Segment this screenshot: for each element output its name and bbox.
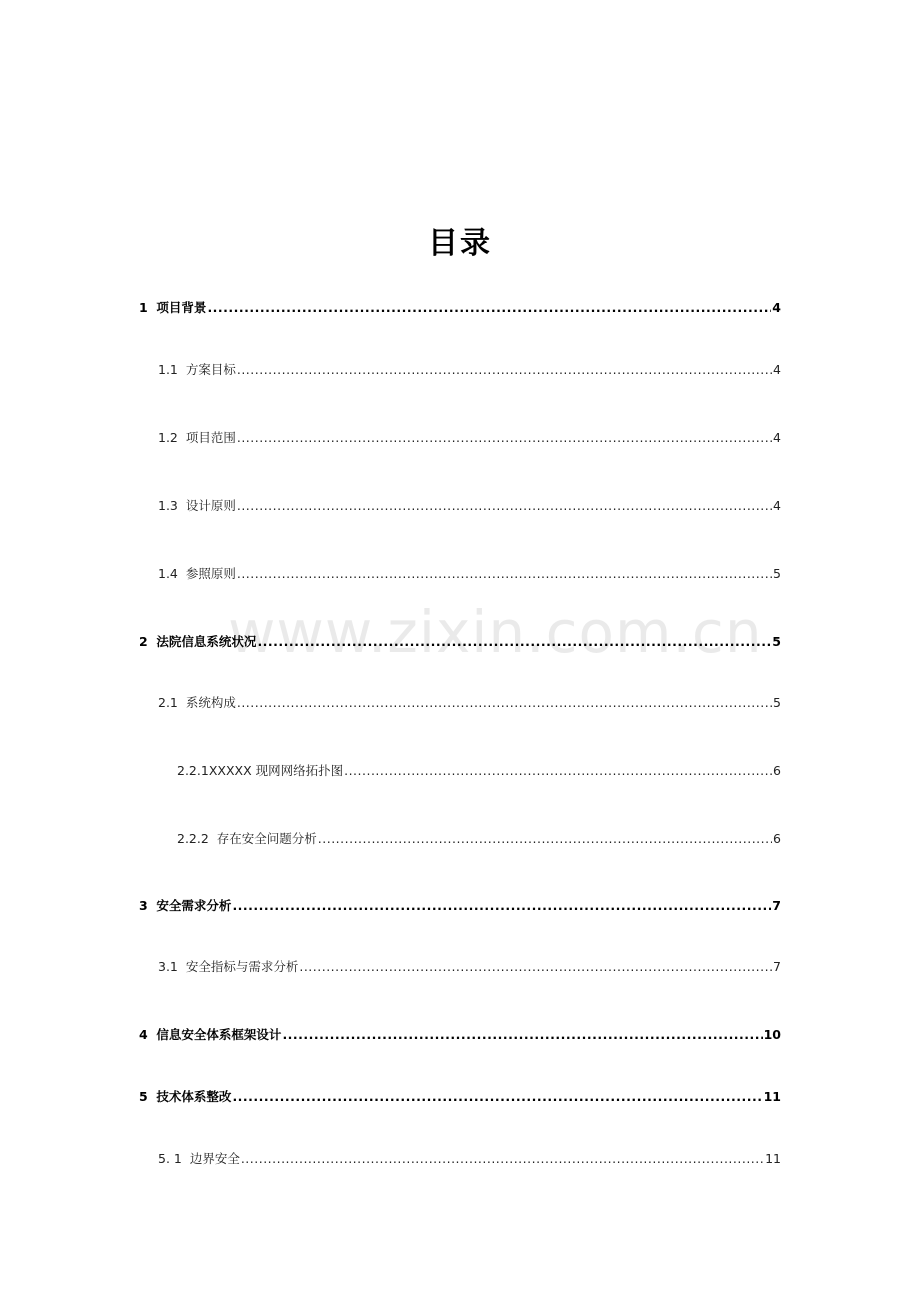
toc-dot-leader: [232, 896, 771, 916]
toc-entry-title: 安全需求分析: [156, 898, 232, 913]
toc-entry-title: 项目背景: [156, 300, 207, 315]
toc-entry-title: 安全指标与需求分析: [185, 959, 299, 974]
toc-entry-number: 1.3: [158, 498, 178, 513]
toc-entry-number: 5: [139, 1089, 148, 1104]
toc-dot-leader: [257, 632, 771, 652]
toc-entry-page: 7: [773, 959, 781, 974]
toc-entry-number: 4: [139, 1027, 148, 1042]
toc-entry-page: 10: [763, 1027, 781, 1042]
toc-entry-page: 11: [763, 1089, 781, 1104]
toc-entry-2-2-1[interactable]: [177, 761, 781, 781]
toc-entry-page: 4: [772, 300, 781, 315]
toc-entry-1-4[interactable]: [158, 564, 781, 584]
toc-entry-5-1[interactable]: [158, 1149, 781, 1169]
toc-entry-title: 参照原则: [185, 566, 236, 581]
toc-entry-1-2[interactable]: [158, 428, 781, 448]
toc-dot-leader: [241, 1149, 764, 1169]
toc-entry-2-2-2[interactable]: [177, 829, 781, 849]
toc-dot-leader: [237, 428, 772, 448]
toc-dot-leader: [237, 693, 772, 713]
toc-dot-leader: [299, 957, 772, 977]
toc-dot-leader: [237, 564, 772, 584]
toc-entry-title: 系统构成: [185, 695, 236, 710]
toc-entry-title: 信息安全体系框架设计: [156, 1027, 282, 1042]
watermark: www.zixin.com.cn: [228, 598, 763, 666]
toc-entry-3[interactable]: [139, 896, 781, 916]
toc-dot-leader: [344, 761, 772, 781]
toc-entry-2[interactable]: [139, 632, 781, 652]
toc-entry-page: 5: [772, 634, 781, 649]
toc-entry-page: 7: [772, 898, 781, 913]
toc-dot-leader: [282, 1025, 762, 1045]
toc-entry-number: 1.1: [158, 362, 178, 377]
toc-entry-title: 方案目标: [185, 362, 236, 377]
toc-entry-number: 3: [139, 898, 148, 913]
toc-dot-leader: [207, 298, 771, 318]
toc-entry-number: 2.2.1: [177, 763, 209, 778]
toc-dot-leader: [232, 1087, 762, 1107]
toc-entry-page: 6: [773, 831, 781, 846]
toc-entry-title: 设计原则: [185, 498, 236, 513]
toc-entry-1-3[interactable]: [158, 496, 781, 516]
toc-dot-leader: [318, 829, 772, 849]
toc-entry-page: 4: [773, 362, 781, 377]
toc-dot-leader: [237, 360, 772, 380]
toc-entry-number: 1: [139, 300, 148, 315]
toc-entry-page: 4: [773, 498, 781, 513]
toc-entry-1[interactable]: [139, 298, 781, 318]
toc-entry-3-1[interactable]: [158, 957, 781, 977]
toc-entry-number: 2.1: [158, 695, 178, 710]
toc-entry-number: 2.2.2: [177, 831, 209, 846]
toc-entry-title: 存在安全问题分析: [216, 831, 317, 846]
toc-entry-title: 法院信息系统状况: [156, 634, 257, 649]
toc-entry-page: 11: [765, 1151, 781, 1166]
toc-entry-5[interactable]: [139, 1087, 781, 1107]
toc-entry-title: 技术体系整改: [156, 1089, 232, 1104]
toc-entry-page: 5: [773, 566, 781, 581]
toc-entry-page: 4: [773, 430, 781, 445]
toc-entry-1-1[interactable]: [158, 360, 781, 380]
toc-entry-2-1[interactable]: [158, 693, 781, 713]
toc-entry-number: 3.1: [158, 959, 178, 974]
toc-entry-title: 项目范围: [185, 430, 236, 445]
toc-entry-page: 5: [773, 695, 781, 710]
toc-entry-number: 5. 1: [158, 1151, 182, 1166]
toc-entry-title: XXXXX 现网网络拓扑图: [208, 763, 344, 778]
toc-entry-number: 1.2: [158, 430, 178, 445]
toc-entry-title: 边界安全: [189, 1151, 240, 1166]
toc-entry-number: 1.4: [158, 566, 178, 581]
toc-entry-page: 6: [773, 763, 781, 778]
page-title: 目录: [428, 226, 492, 261]
toc-entry-number: 2: [139, 634, 148, 649]
toc-entry-4[interactable]: [139, 1025, 781, 1045]
toc-dot-leader: [237, 496, 772, 516]
